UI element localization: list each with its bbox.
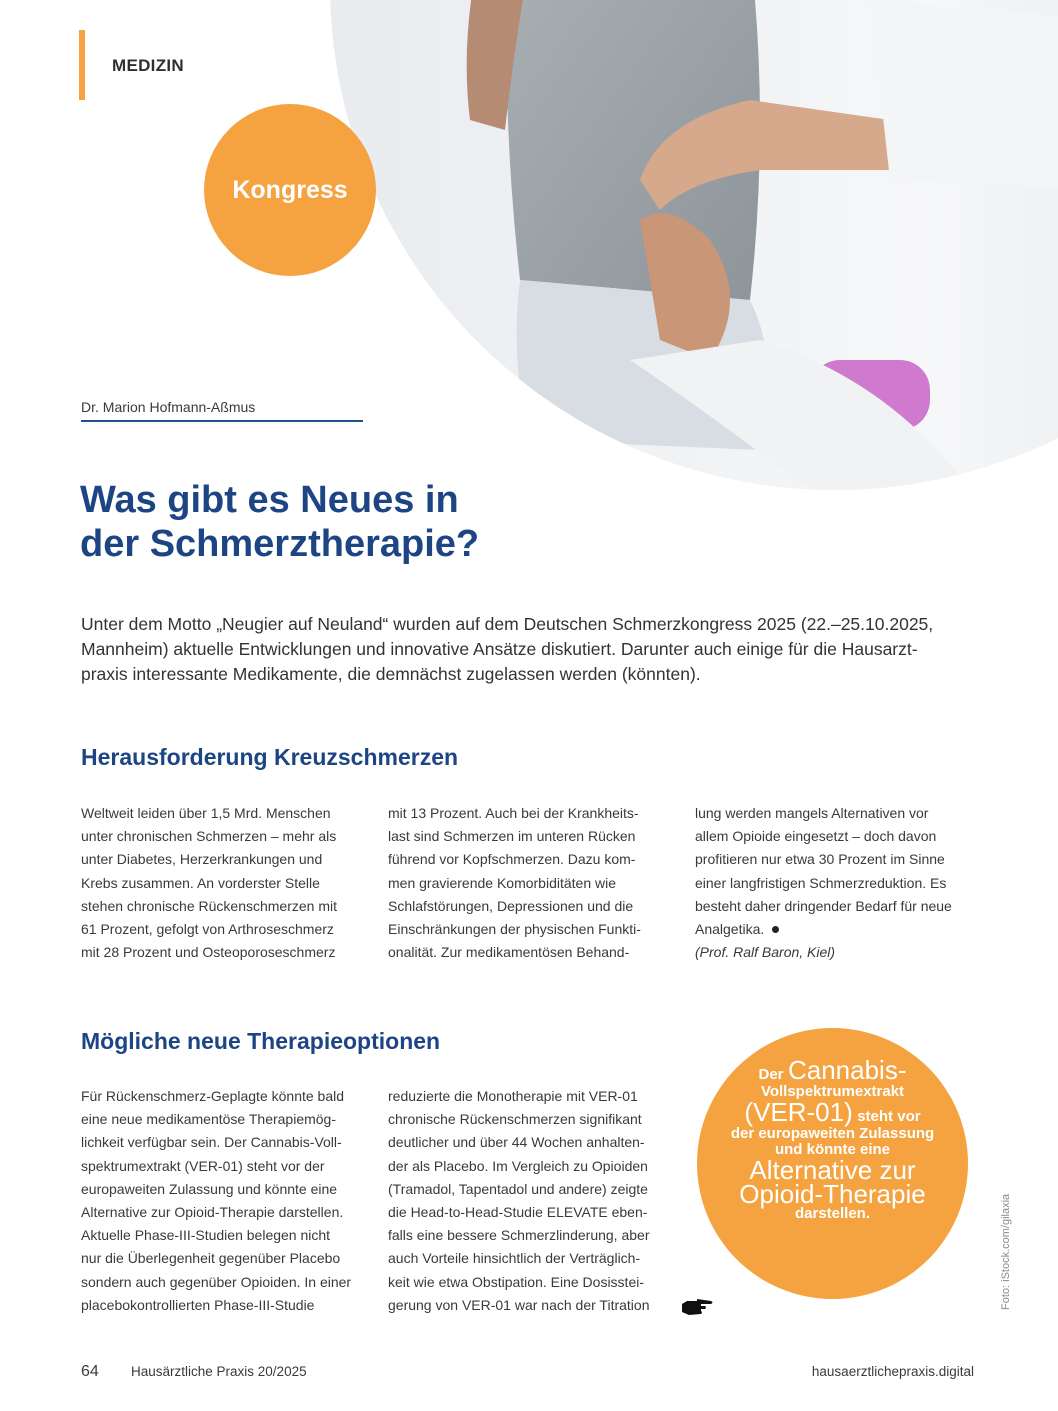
text-line: deutlicher und über 44 Wochen anhalten- — [388, 1134, 645, 1151]
text-line: Schlafstörungen, Depressionen und die — [388, 897, 634, 914]
text-line: die Head-to-Head-Studie ELEVATE eben- — [388, 1204, 648, 1221]
text-line: spektrumextrakt (VER-01) steht vor der — [81, 1157, 325, 1174]
text-line: falls eine bessere Schmerzlinderung, aber — [388, 1227, 650, 1244]
quote-text: Der — [758, 1066, 784, 1083]
section-accent-bar — [79, 30, 85, 100]
text-line: der als Placebo. Im Vergleich zu Opioiden — [388, 1157, 648, 1174]
quote-source: (Prof. Ralf Baron, Kiel) — [695, 944, 836, 961]
body-column-3 — [695, 802, 977, 964]
quote-text: steht vor — [857, 1108, 921, 1125]
text-line: führend vor Kopfschmerzen. Dazu kom- — [388, 851, 636, 868]
text-line: placebokontrollierten Phase-III-Studie — [81, 1296, 315, 1313]
quote-text: (VER-01) — [744, 1097, 853, 1127]
pointing-hand-icon — [681, 1297, 715, 1317]
quote-text: Cannabis- — [787, 1055, 907, 1085]
text-line: mit 28 Prozent und Osteoporoseschmerz — [81, 944, 336, 961]
section-label: MEDIZIN — [112, 56, 184, 75]
text-line: onalität. Zur medikamentösen Behand- — [388, 944, 630, 961]
text-line: allem Opioide eingesetzt – doch davon — [695, 828, 937, 845]
pull-quote-line — [697, 1097, 968, 1127]
text-line: last sind Schmerzen im unteren Rücken — [388, 828, 636, 845]
text-line: europaweiten Zulassung und könnte eine — [81, 1180, 338, 1197]
text-line: unter chronischen Schmerzen – mehr als — [81, 828, 337, 845]
body-column-1 — [81, 1085, 363, 1317]
intro-line: Unter dem Motto „Neugier auf Neuland“ wurden auf dem Deutschen Schmerzkongress 2025 (22.–25.10.2025, — [81, 614, 934, 634]
title-line: der Schmerztherapie? — [80, 523, 480, 565]
text-line: lichkeit verfügbar sein. Der Cannabis-Voll- — [81, 1134, 342, 1151]
text-line: Für Rückenschmerz-Geplagte könnte bald — [81, 1088, 345, 1104]
text-line: auch Vorteile hinsichtlich der Verträglich- — [388, 1250, 641, 1267]
text-line: eine neue medikamentöse Therapiemög- — [81, 1111, 337, 1128]
text-line: Einschränkungen der physischen Funkti- — [388, 921, 641, 938]
intro-line: praxis interessante Medikamente, die demnächst zugelassen werden (könnten). — [81, 664, 701, 684]
text-line: mit 13 Prozent. Auch bei der Krankheits- — [388, 805, 639, 821]
quote-text: und könnte eine — [774, 1141, 890, 1158]
text-line: 61 Prozent, gefolgt von Arthroseschmerz — [81, 921, 334, 938]
hero-image — [330, 0, 1058, 490]
text-line: unter Diabetes, Herzerkrankungen und — [81, 851, 323, 868]
body-column-2 — [388, 1085, 670, 1317]
journal-name: Hausärztliche Praxis 20/2025 — [131, 1364, 307, 1379]
text-line: einer langfristigen Schmerzreduktion. Es — [695, 874, 947, 891]
section-heading-therapieoptionen: Mögliche neue Therapieoptionen — [81, 1028, 441, 1054]
text-line: Krebs zusammen. An vorderster Stelle — [81, 874, 320, 891]
text-line: chronische Rückenschmerzen signifikant — [388, 1111, 642, 1128]
article-title — [80, 478, 479, 566]
end-mark-icon — [772, 926, 779, 933]
page-number: 64 — [81, 1363, 99, 1380]
text-line: (Tramadol, Tapentadol und andere) zeigte — [388, 1180, 648, 1197]
section-heading-kreuzschmerzen: Herausforderung Kreuzschmerzen — [81, 744, 459, 770]
text-line: stehen chronische Rückenschmerzen mit — [81, 897, 338, 914]
article-intro — [81, 612, 986, 687]
photo-credit: Foto: iStock.com/gilaxia — [1000, 1193, 1012, 1310]
quote-text: Vollspektrumextrakt — [760, 1083, 905, 1100]
quote-text: darstellen. — [794, 1205, 871, 1222]
text-line-last — [695, 918, 977, 941]
body-column-2 — [388, 802, 670, 964]
body-column-1 — [81, 802, 363, 964]
text-line: sondern auch gegenüber Opioiden. In einer — [81, 1273, 352, 1290]
intro-line: Mannheim) aktuelle Entwicklungen und innovative Ansätze diskutiert. Darunter auch einige für die Hausarzt- — [81, 639, 918, 659]
quote-text: der europaweiten Zulassung — [730, 1125, 935, 1142]
text-line: Aktuelle Phase-III-Studien belegen nicht — [81, 1227, 331, 1244]
text-line-content: Analgetika. — [695, 921, 765, 938]
text-line: Alternative zur Opioid-Therapie darstellen. — [81, 1204, 344, 1221]
title-line: Was gibt es Neues in — [80, 479, 459, 521]
text-line: lung werden mangels Alternativen vor — [695, 805, 929, 821]
quote-text: Opioid-Therapie — [739, 1179, 926, 1209]
author-divider — [81, 420, 363, 422]
text-line: men gravierende Komorbiditäten wie — [388, 874, 617, 891]
author-name: Dr. Marion Hofmann-Aßmus — [81, 399, 256, 415]
pull-quote — [697, 1028, 968, 1299]
text-line: reduzierte die Monotherapie mit VER-01 — [388, 1088, 638, 1104]
website-link[interactable]: hausaerztlichepraxis.digital — [811, 1364, 974, 1379]
text-line: keit wie etwa Obstipation. Eine Dosisstei- — [388, 1273, 644, 1290]
text-line: profitieren nur etwa 30 Prozent im Sinne — [695, 851, 945, 868]
category-badge: Kongress — [204, 104, 376, 276]
text-line: besteht daher dringender Bedarf für neue — [695, 897, 952, 914]
text-line: gerung von VER-01 war nach der Titration — [388, 1296, 650, 1313]
pull-quote-line — [697, 1055, 968, 1085]
text-line: Weltweit leiden über 1,5 Mrd. Menschen — [81, 805, 331, 821]
quote-text: Alternative zur — [749, 1155, 916, 1185]
text-line: nur die Überlegenheit gegenüber Placebo — [81, 1250, 341, 1267]
